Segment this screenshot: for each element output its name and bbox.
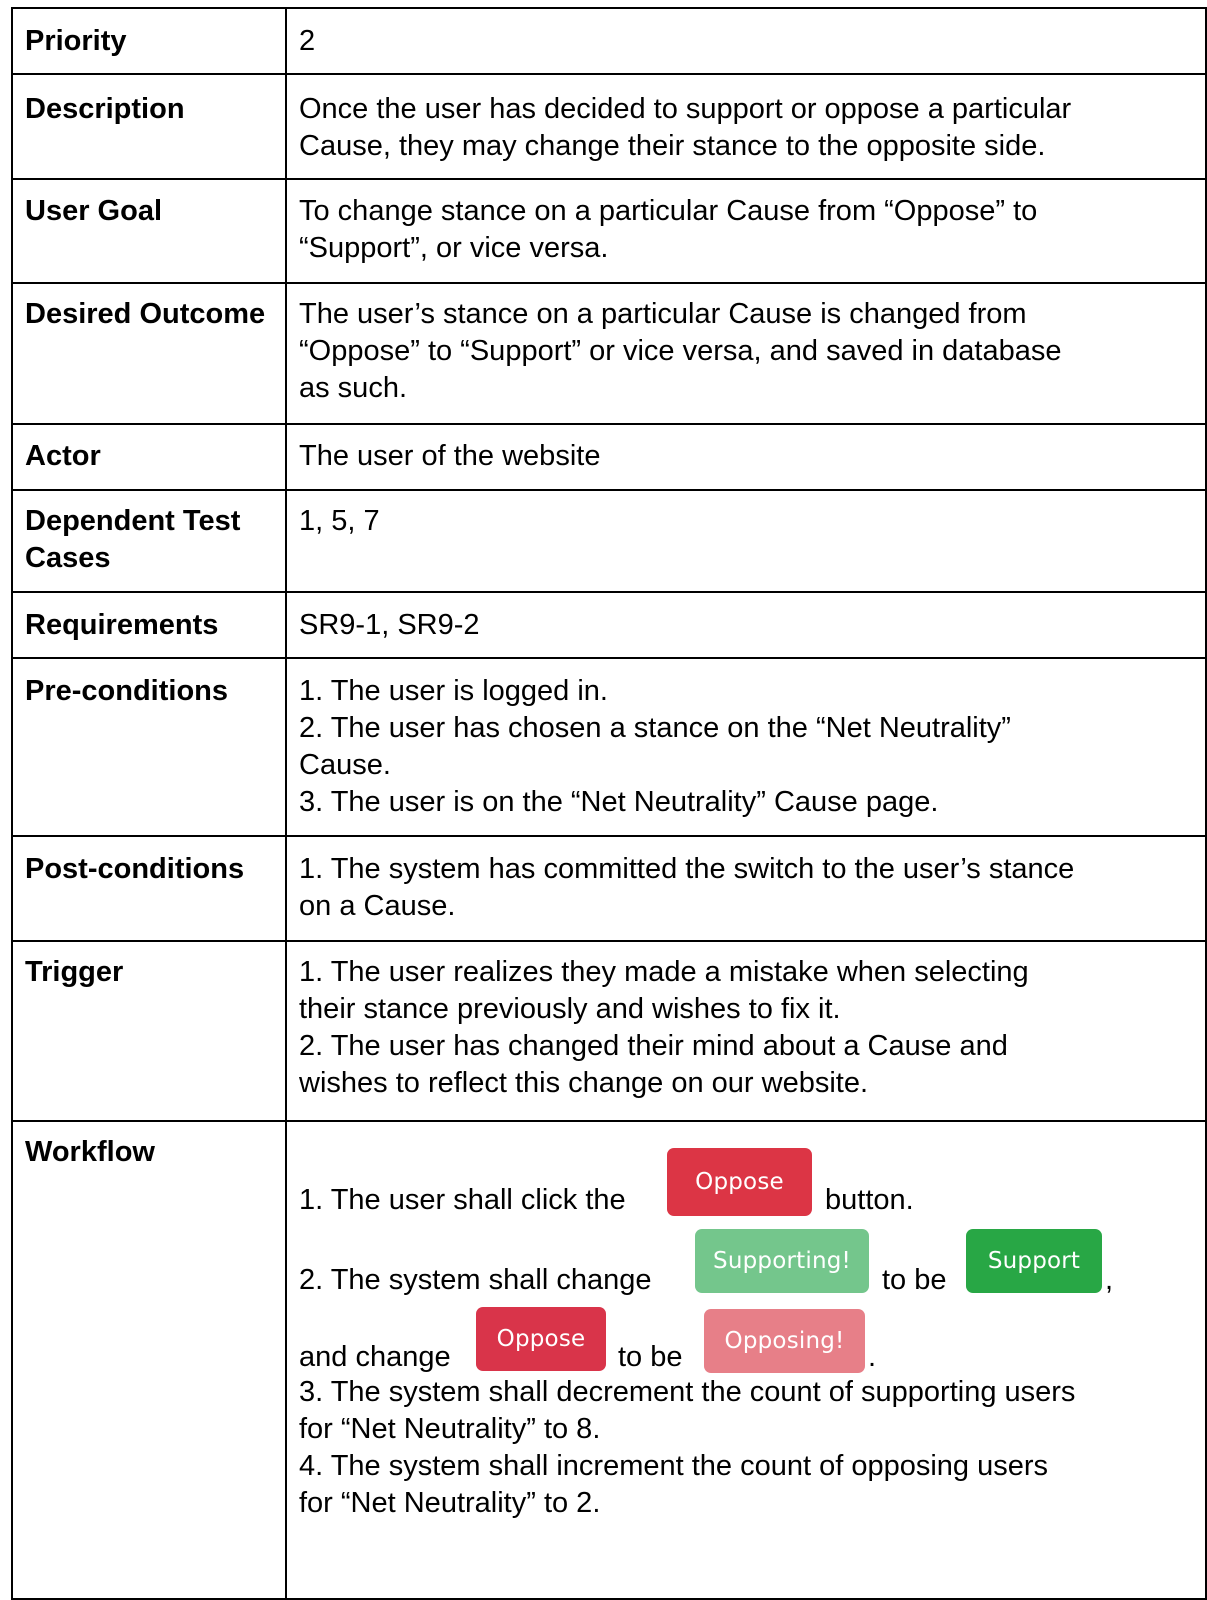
value-workflow xyxy=(286,1121,1206,1599)
text-line: 2. The user has changed their mind about a Cause and xyxy=(299,1030,1008,1062)
value-pre-conditions xyxy=(286,658,1206,836)
step2-after-text: , xyxy=(1105,1264,1114,1296)
text-line: Cause, they may change their stance to the opposite side. xyxy=(299,130,1046,162)
text-line: 3. The system shall decrement the count of supporting users xyxy=(299,1376,1076,1408)
text-line: “Support”, or vice versa. xyxy=(299,232,609,264)
step2-text: 2. The system shall change xyxy=(299,1264,652,1296)
text-line: for “Net Neutrality” to 2. xyxy=(299,1487,601,1519)
row-priority xyxy=(12,8,1206,74)
label-line: Dependent Test xyxy=(25,505,241,537)
row-post-conditions xyxy=(12,836,1206,941)
value-actor: The user of the website xyxy=(286,424,1206,490)
row-desired-outcome xyxy=(12,283,1206,424)
label-actor: Actor xyxy=(12,424,286,490)
text-line: Once the user has decided to support or oppose a particular xyxy=(299,93,1072,125)
label-user-goal: User Goal xyxy=(12,179,286,283)
text-line: 4. The system shall increment the count of opposing users xyxy=(299,1450,1049,1482)
value-dependent-test-cases: 1, 5, 7 xyxy=(286,490,1206,592)
label-trigger: Trigger xyxy=(12,941,286,1121)
row-requirements xyxy=(12,592,1206,658)
step1-text: 1. The user shall click the xyxy=(299,1184,626,1216)
text-line: Cause. xyxy=(299,749,391,781)
text-line: “Oppose” to “Support” or vice versa, and saved in database xyxy=(299,335,1062,367)
label-post-conditions: Post-conditions xyxy=(12,836,286,941)
supporting-button: Supporting! xyxy=(695,1229,869,1293)
step2b-text: and change xyxy=(299,1341,451,1373)
value-desired-outcome xyxy=(286,283,1206,424)
text-line: 1. The user realizes they made a mistake when selecting xyxy=(299,956,1029,988)
text-line: on a Cause. xyxy=(299,890,456,922)
oppose-button-2: Oppose xyxy=(476,1307,606,1371)
value-post-conditions xyxy=(286,836,1206,941)
text-line: 1. The user is logged in. xyxy=(299,675,608,707)
text-line: 2. The user has chosen a stance on the “Net Neutrality” xyxy=(299,712,1011,744)
row-pre-conditions xyxy=(12,658,1206,836)
text-line: their stance previously and wishes to fix it. xyxy=(299,993,841,1025)
label-pre-conditions: Pre-conditions xyxy=(12,658,286,836)
row-actor xyxy=(12,424,1206,490)
opposing-button: Opposing! xyxy=(704,1309,865,1373)
workflow-step-2 xyxy=(299,1222,1193,1302)
label-workflow: Workflow xyxy=(12,1121,286,1599)
label-line: Cases xyxy=(25,542,111,574)
support-button: Support xyxy=(966,1229,1102,1293)
value-requirements: SR9-1, SR9-2 xyxy=(286,592,1206,658)
value-user-goal xyxy=(286,179,1206,283)
text-line: as such. xyxy=(299,372,407,404)
label-priority: Priority xyxy=(12,8,286,74)
value-description xyxy=(286,74,1206,179)
text-line: To change stance on a particular Cause from “Oppose” to xyxy=(299,195,1038,227)
text-line: 1. The system has committed the switch to the user’s stance xyxy=(299,853,1075,885)
step2b-after-text: . xyxy=(868,1341,877,1373)
row-dependent-test-cases xyxy=(12,490,1206,592)
row-user-goal xyxy=(12,179,1206,283)
row-trigger xyxy=(12,941,1206,1121)
use-case-table xyxy=(11,7,1207,1600)
workflow-step-1 xyxy=(299,1142,1193,1222)
text-line: The user’s stance on a particular Cause is changed from xyxy=(299,298,1027,330)
label-description: Description xyxy=(12,74,286,179)
label-desired-outcome: Desired Outcome xyxy=(12,283,286,424)
step2b-middle-text: to be xyxy=(618,1341,683,1373)
text-line: for “Net Neutrality” to 8. xyxy=(299,1413,601,1445)
step2-middle-text: to be xyxy=(882,1264,947,1296)
row-workflow xyxy=(12,1121,1206,1599)
text-line: 3. The user is on the “Net Neutrality” Cause page. xyxy=(299,786,939,818)
row-description xyxy=(12,74,1206,179)
value-trigger xyxy=(286,941,1206,1121)
workflow-step-2b xyxy=(299,1302,1193,1374)
step1-after-text: button. xyxy=(825,1184,914,1216)
label-dependent-test-cases xyxy=(12,490,286,592)
label-requirements: Requirements xyxy=(12,592,286,658)
value-priority: 2 xyxy=(286,8,1206,74)
oppose-button: Oppose xyxy=(667,1148,812,1216)
text-line: wishes to reflect this change on our website. xyxy=(299,1067,869,1099)
